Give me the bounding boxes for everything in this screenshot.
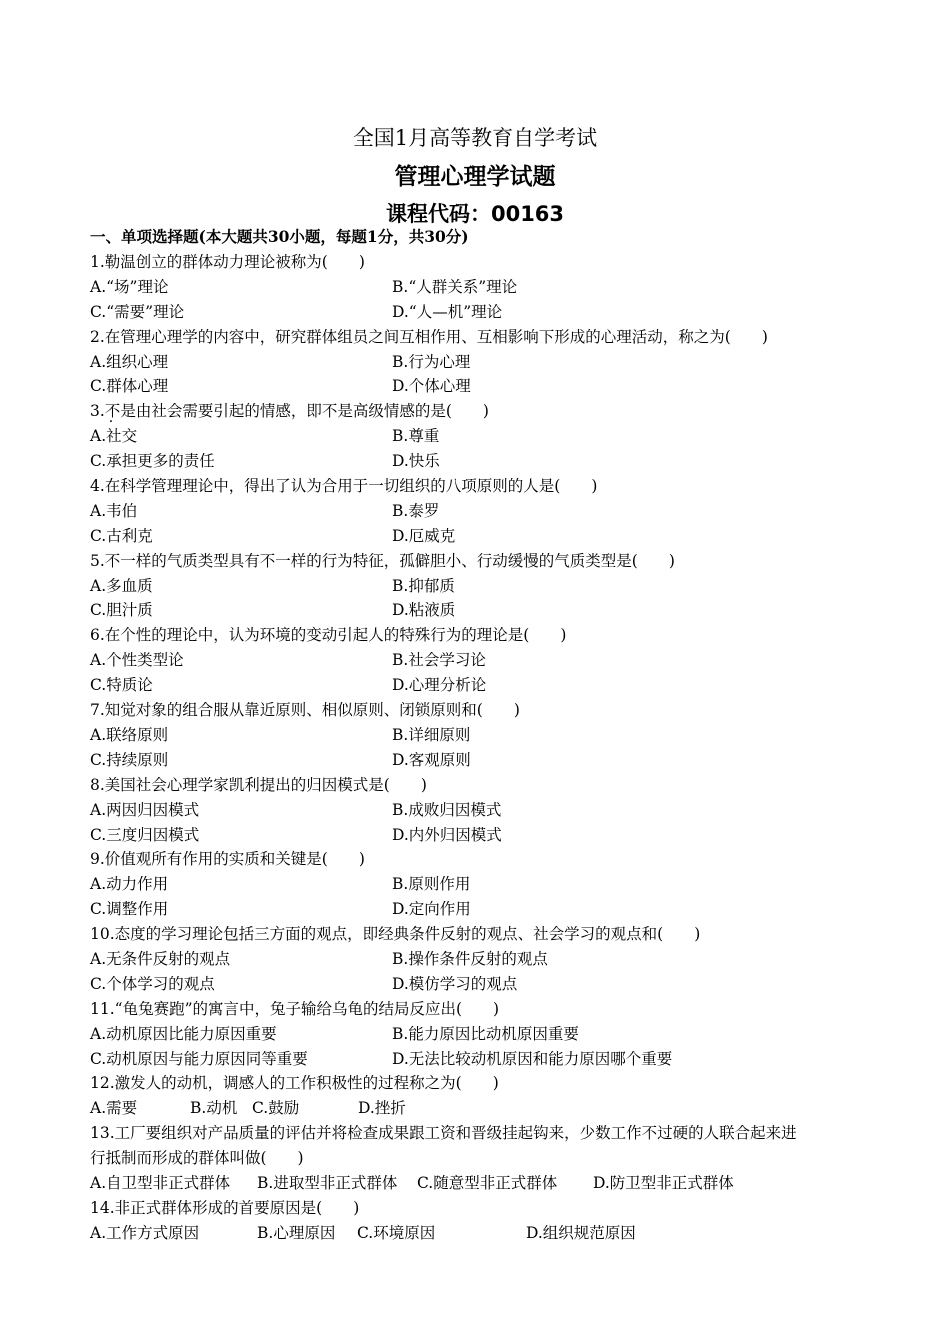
option: B.“人群关系”理论 (392, 277, 518, 296)
question-stem (90, 399, 870, 424)
question-stem: 9.价值观所有作用的实质和关键是( ) (90, 850, 365, 869)
question-stem: 2.在管理心理学的内容中，研究群体组员之间互相作用、互相影响下形成的心理活动，称之为( ) (90, 327, 768, 346)
option: C.动机原因与能力原因同等重要 (90, 1049, 308, 1068)
option: A.联络原则 (90, 725, 169, 744)
option: D.组织规范原因 (526, 1223, 636, 1242)
option: A.社交 (90, 427, 138, 446)
option-row (90, 972, 870, 997)
option-row (90, 1171, 870, 1196)
option: B.尊重 (392, 427, 440, 446)
question-stem-cont: 行抵制而形成的群体叫做( ) (90, 1149, 304, 1168)
question-stem: 8.美国社会心理学家凯利提出的归因模式是( ) (90, 775, 427, 794)
option: B.能力原因比动机原因重要 (392, 1024, 579, 1043)
question-stem: 7.知觉对象的组合服从靠近原则、相似原则、闭锁原则和( ) (90, 701, 520, 720)
option: C.群体心理 (90, 377, 169, 396)
option: B.泰罗 (392, 501, 440, 520)
question-stem: 12.激发人的动机，调感人的工作积极性的过程称之为( ) (90, 1074, 499, 1093)
option-row (90, 350, 870, 375)
section-heading: 一、单项选择题(本大题共30小题，每题1分，共30分) (90, 227, 469, 246)
option-row (90, 1022, 870, 1047)
question-stem: 11.“龟兔赛跑”的寓言中，兔子输给乌龟的结局反应出( ) (90, 999, 500, 1018)
option: A.韦伯 (90, 501, 138, 520)
question-stem: 4.在科学管理理论中，得出了认为合用于一切组织的八项原则的人是( ) (90, 476, 598, 495)
option: A.自卫型非正式群体 (90, 1174, 231, 1193)
option-row (90, 673, 870, 698)
option: B.详细原则 (392, 725, 471, 744)
option-row (90, 499, 870, 524)
option-row (90, 374, 870, 399)
question-stem: 6.在个性的理论中，认为环境的变动引起人的特殊行为的理论是( ) (90, 626, 567, 645)
option: B.社会学习论 (392, 651, 486, 670)
option-row (90, 897, 870, 922)
option: B.心理原因 (257, 1223, 336, 1242)
question-list (90, 225, 870, 1246)
option-row (90, 947, 870, 972)
option: C.承担更多的责任 (90, 452, 215, 471)
option: B.行为心理 (392, 352, 471, 371)
option: A.两因归因模式 (90, 800, 200, 819)
option: D.模仿学习的观点 (392, 974, 518, 993)
question-stem: 13.工厂要组织对产品质量的评估并将检查成果跟工资和晋级挂起钩来，少数工作不过硬的人联合起来进 (90, 1124, 797, 1143)
emphasis-char: 不 (104, 402, 121, 421)
subject-title: 管理心理学试题 (394, 164, 556, 190)
option: A.无条件反射的观点 (90, 950, 231, 968)
option: C.特质论 (90, 676, 153, 695)
option: D.内外归因模式 (392, 825, 502, 844)
option: C.个体学习的观点 (90, 974, 215, 993)
option-row (90, 598, 870, 623)
option-row (90, 872, 870, 897)
option: A.组织心理 (90, 352, 169, 371)
option: D.粘液质 (392, 601, 456, 620)
course-code: 课程代码：00163 (385, 202, 565, 226)
option: D.客观原则 (392, 750, 471, 769)
question-stem: 1.勒温创立的群体动力理论被称为( ) (90, 252, 365, 271)
option: D.无法比较动机原因和能力原因哪个重要 (392, 1049, 673, 1068)
option: A.多血质 (90, 576, 153, 595)
option: A.动机原因比能力原因重要 (90, 1024, 277, 1043)
option: C.持续原则 (90, 750, 169, 769)
option: D.快乐 (392, 452, 440, 471)
option-row (90, 275, 870, 300)
option: C.调整作用 (90, 900, 169, 919)
stem-prefix: 3. (90, 402, 105, 421)
option: D.定向作用 (392, 900, 471, 919)
option: D.个体心理 (392, 377, 471, 396)
option: D.防卫型非正式群体 (593, 1174, 734, 1193)
option: C.环境原因 (357, 1223, 436, 1242)
option: B.原则作用 (392, 875, 471, 894)
option: A.个性类型论 (90, 651, 184, 670)
option: D.“人—机”理论 (392, 302, 503, 321)
option: B.动机 (190, 1099, 238, 1118)
option-row (90, 748, 870, 773)
stem-rest: 是由社会需要引起的情感，即不是高级情感的是( ) (120, 402, 489, 421)
option: B.抑郁质 (392, 576, 455, 595)
exam-title: 全国1月高等教育自学考试 (352, 126, 598, 150)
option-row (90, 300, 870, 325)
option: C.胆汁质 (90, 601, 153, 620)
option: C.三度归因模式 (90, 825, 200, 844)
option: B.成败归因模式 (392, 800, 502, 819)
option-row (90, 424, 870, 449)
option: D.心理分析论 (392, 676, 487, 695)
option-row (90, 648, 870, 673)
option-row (90, 823, 870, 848)
option: C.随意型非正式群体 (417, 1174, 558, 1193)
question-stem: 14.非正式群体形成的首要原因是( ) (90, 1198, 360, 1217)
option-row (90, 1221, 870, 1246)
option-row (90, 1096, 870, 1121)
option: B.进取型非正式群体 (257, 1174, 398, 1193)
option: A.需要 (90, 1099, 138, 1118)
option: B.操作条件反射的观点 (392, 950, 548, 968)
question-stem: 10.态度的学习理论包括三方面的观点，即经典条件反射的观点、社会学习的观点和( ) (90, 925, 701, 944)
option: A.“场”理论 (90, 277, 169, 296)
option-row (90, 574, 870, 599)
option-row (90, 1047, 870, 1072)
option: D.挫折 (358, 1099, 406, 1118)
option-row (90, 449, 870, 474)
option: D.厄威克 (392, 526, 456, 545)
option: C.鼓励 (252, 1099, 300, 1118)
option: A.动力作用 (90, 875, 169, 894)
question-stem: 5.不一样的气质类型具有不一样的行为特征，孤僻胆小、行动缓慢的气质类型是( ) (90, 551, 675, 570)
option: C.“需要”理论 (90, 302, 185, 321)
option-row (90, 798, 870, 823)
option: A.工作方式原因 (90, 1223, 200, 1242)
option-row (90, 524, 870, 549)
option-row (90, 723, 870, 748)
option: C.古利克 (90, 526, 153, 545)
